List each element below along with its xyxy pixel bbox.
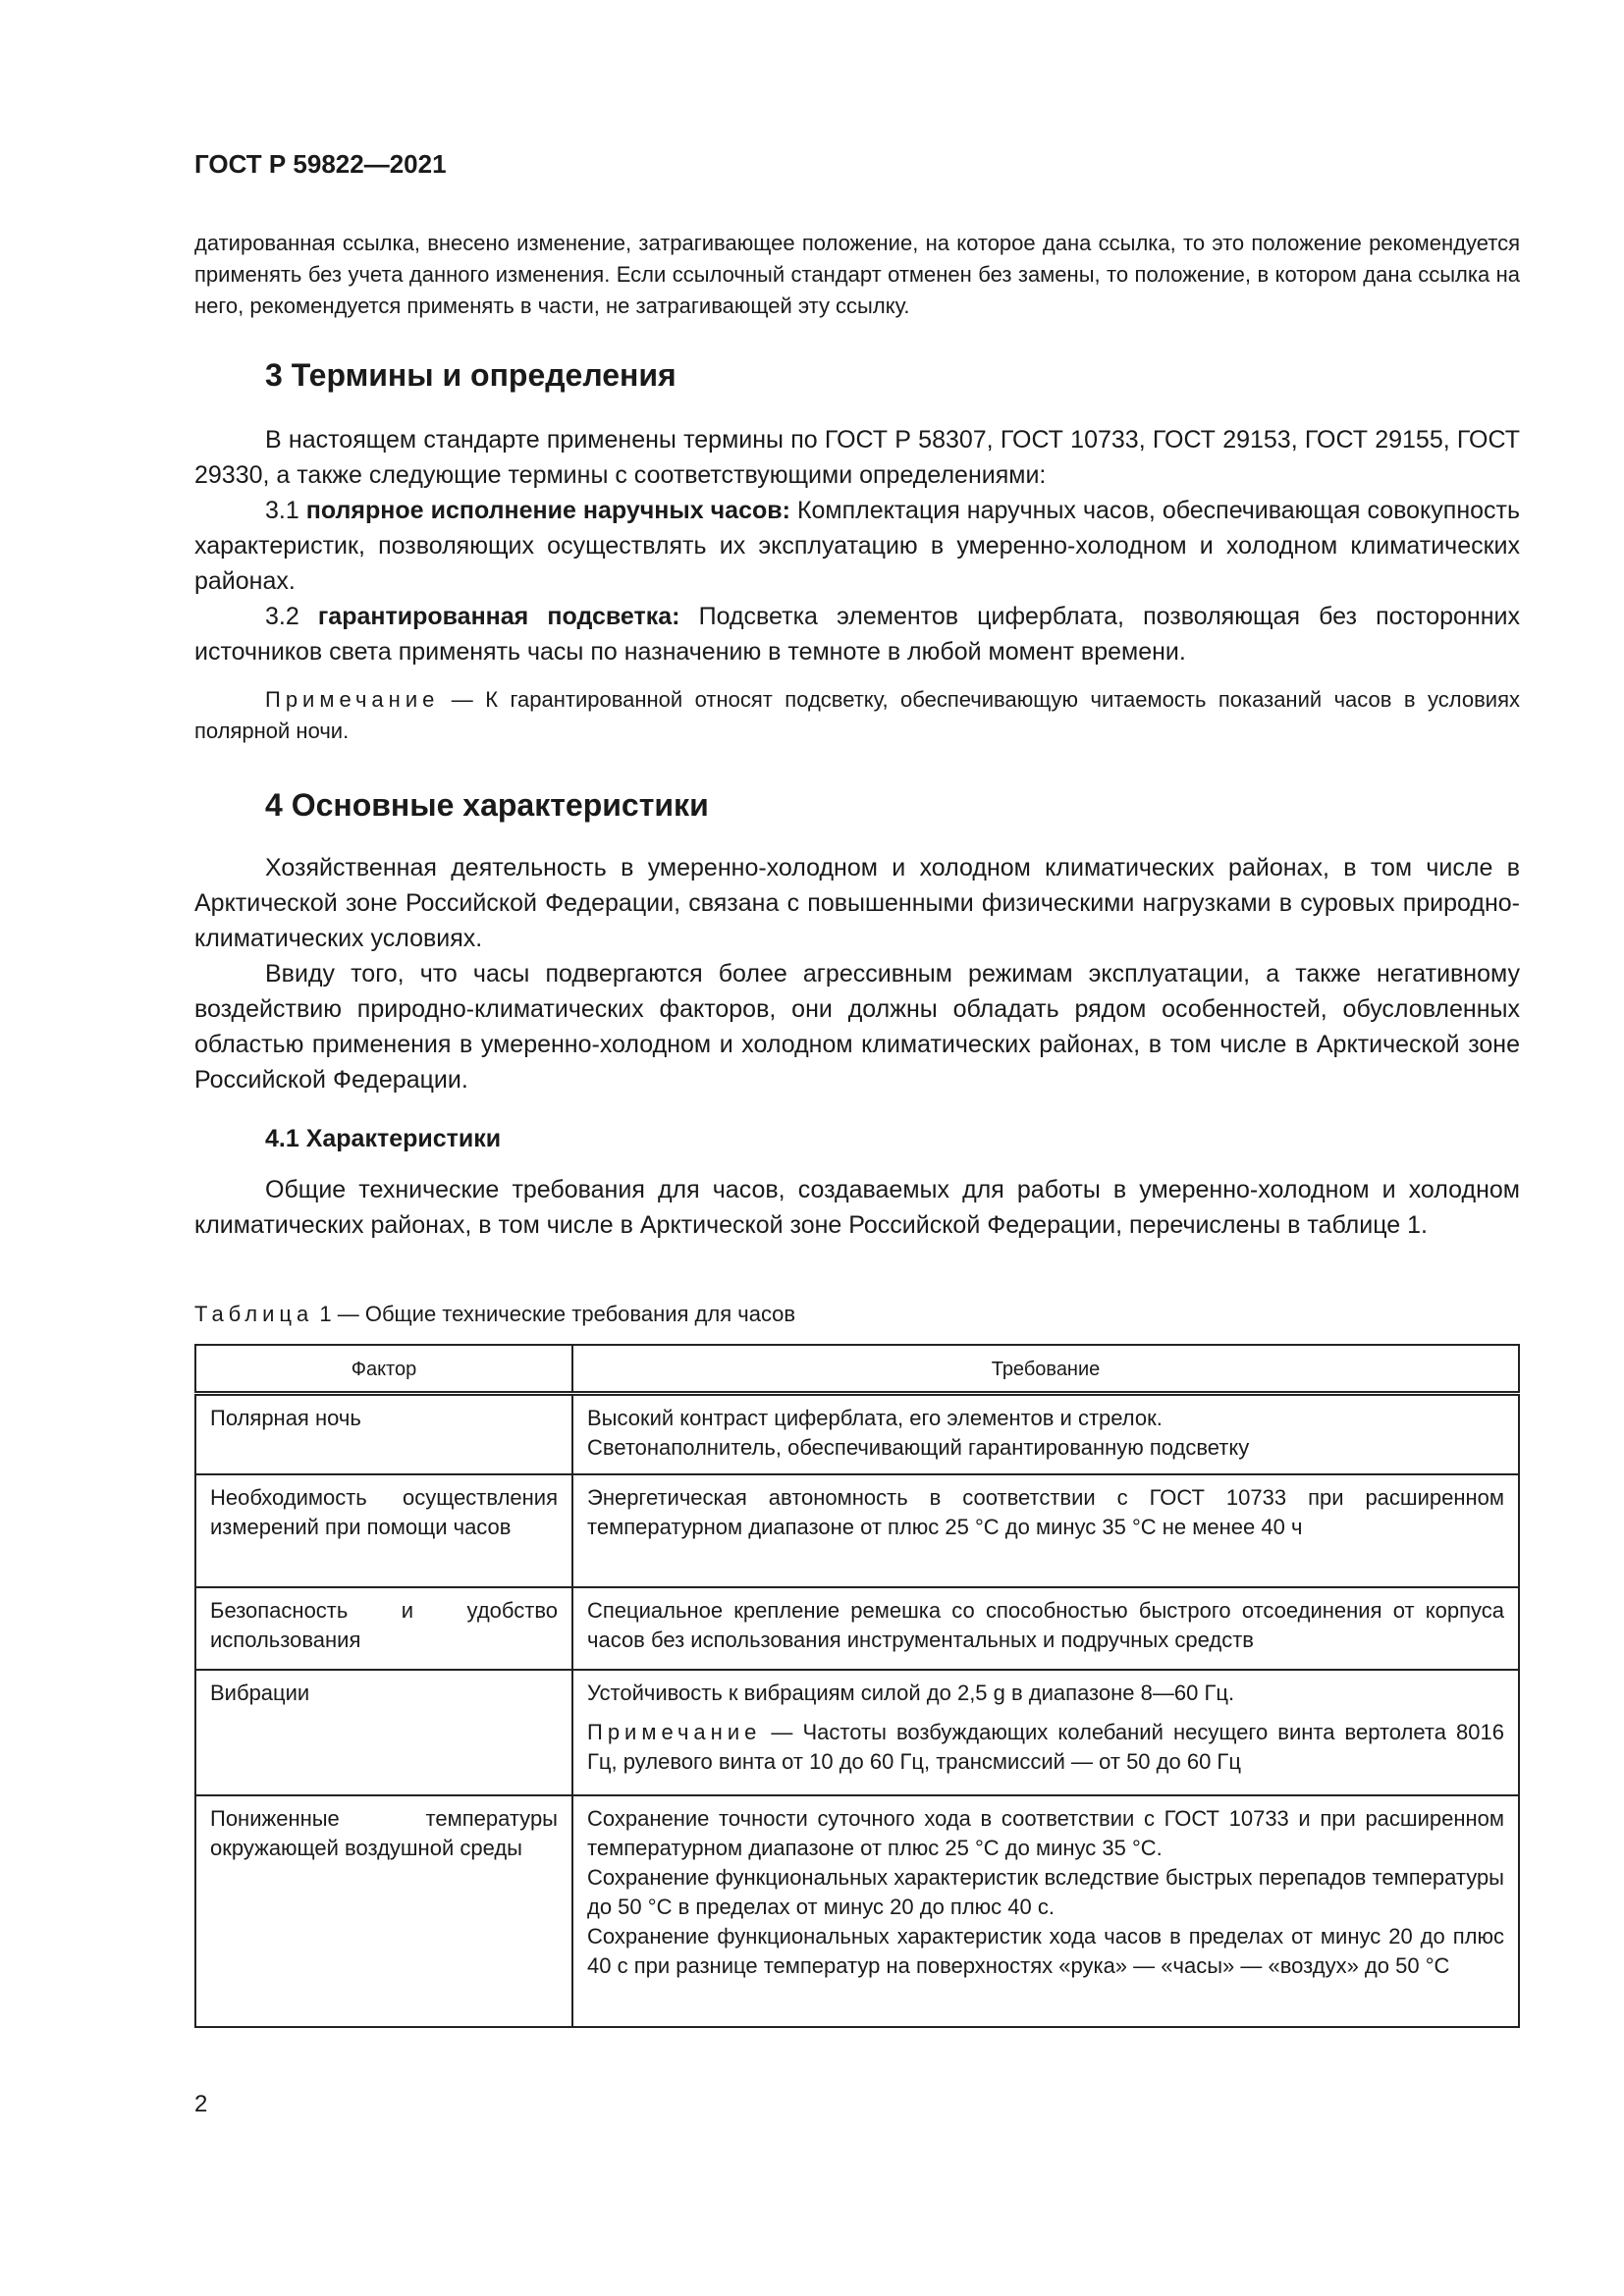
factor-cell: Безопасность и удобство использования — [195, 1587, 572, 1670]
note-label: Примечание — [265, 687, 440, 712]
term-number: 3.1 — [265, 497, 306, 524]
term-number: 3.2 — [265, 603, 318, 630]
table-note — [587, 1718, 1504, 1777]
requirement-cell — [572, 1670, 1519, 1795]
term-definition: Подсветка элементов циферблата, позволяющая без посторонних источников света применять часы по назначению в темноте в любой момент времени. — [194, 603, 1520, 666]
table-row — [195, 1795, 1519, 2027]
note-label: Примечание — [587, 1719, 762, 1744]
table-row — [195, 1670, 1519, 1795]
factor-cell: Необходимость осуществления измерений при помощи часов — [195, 1474, 572, 1587]
table-row — [195, 1587, 1519, 1670]
requirement-line: Сохранение функциональных характеристик хода часов в пределах от минус 20 до плюс 40 с при разнице температур на поверхностях «рука» — «часы» — «воздух» до 50 °С — [587, 1923, 1504, 1978]
document-header: ГОСТ Р 59822—2021 — [194, 149, 447, 179]
requirement-line: Специальное крепление ремешка со способностью быстрого отсоединения от корпуса часов без использования инструментальных и подручных средств — [587, 1597, 1504, 1652]
section-3-intro: В настоящем стандарте применены термины по ГОСТ Р 58307, ГОСТ 10733, ГОСТ 29153, ГОСТ 29155, ГОСТ 29330, а также следующие термины с соответствующими определениями: — [194, 426, 1520, 489]
requirements-table — [194, 1344, 1520, 2028]
term-name: гарантированная подсветка: — [317, 603, 680, 630]
requirement-line: Устойчивость к вибрациям силой до 2,5 g в диапазоне 8—60 Гц. — [587, 1680, 1235, 1705]
requirement-line: Энергетическая автономность в соответствии с ГОСТ 10733 при расширенном температурном диапазоне от плюс 25 °С до минус 35 °С не менее 40 ч — [587, 1484, 1504, 1539]
requirement-line: Сохранение функциональных характеристик вследствие быстрых перепадов температуры до 50 °С в пределах от минус 20 до плюс 40 с. — [587, 1864, 1504, 1919]
factor-cell: Пониженные температуры окружающей воздушной среды — [195, 1795, 572, 2027]
section-4-para-2: Ввиду того, что часы подвергаются более агрессивным режимам эксплуатации, а также негативному воздействию природно-климатических факторов, они должны обладать рядом особенностей, обусловленных областью применения в умеренно-холодном и холодном климатических районах, в том числе в Арктической зоне Российской Федерации. — [194, 960, 1520, 1094]
requirement-cell — [572, 1474, 1519, 1587]
requirement-line: Светонаполнитель, обеспечивающий гарантированную подсветку — [587, 1435, 1250, 1460]
section-4-title: 4 Основные характеристики — [265, 787, 709, 823]
term-definition: Комплектация наручных часов, обеспечивающая совокупность характеристик, позволяющих осуществлять их эксплуатацию в умеренно-холодном и холодном климатических районах. — [194, 497, 1521, 595]
note-text: — К гарантированной относят подсветку, обеспечивающую читаемость показаний часов в условиях полярной ночи. — [194, 687, 1520, 743]
caption-label: Таблица — [194, 1302, 314, 1326]
column-header-requirement: Требование — [572, 1345, 1519, 1394]
requirement-line: Высокий контраст циферблата, его элементов и стрелок. — [587, 1406, 1163, 1430]
subsection-4-1-title: 4.1 Характеристики — [265, 1125, 502, 1152]
table-header-row — [195, 1345, 1519, 1394]
page-number: 2 — [194, 2091, 208, 2117]
column-header-factor: Фактор — [195, 1345, 572, 1394]
section-4-para-1: Хозяйственная деятельность в умеренно-холодном и холодном климатических районах, в том числе в Арктической зоне Российской Федерации, связана с повышенными физическими нагрузками в суровых природно-климатических условиях. — [194, 854, 1520, 952]
factor-cell: Вибрации — [195, 1670, 572, 1795]
subsection-4-1-para: Общие технические требования для часов, создаваемых для работы в умеренно-холодном и холодном климатических районах, в том числе в Арктической зоне Российской Федерации, перечислены в таблице 1. — [194, 1176, 1520, 1239]
term-name: полярное исполнение наручных часов: — [305, 497, 790, 524]
section-3-title: 3 Термины и определения — [265, 357, 677, 393]
factor-cell: Полярная ночь — [195, 1394, 572, 1474]
note-3 — [194, 684, 1520, 747]
term-3-1 — [194, 493, 1520, 599]
table-caption — [194, 1302, 1520, 1327]
note-text: — Частоты возбуждающих колебаний несущего винта вертолета 8016 Гц, рулевого винта от 10 до 60 Гц, трансмиссий — от 50 до 60 Гц — [587, 1719, 1504, 1774]
requirement-line: Сохранение точности суточного хода в соответствии с ГОСТ 10733 и при расширенном температурном диапазоне от плюс 25 °С до минус 35 °С. — [587, 1805, 1504, 1860]
table-row — [195, 1394, 1519, 1474]
requirement-cell — [572, 1394, 1519, 1474]
term-3-2 — [194, 599, 1520, 669]
table-row — [195, 1474, 1519, 1587]
caption-text: 1 — Общие технические требования для часов — [313, 1302, 796, 1326]
requirement-cell — [572, 1587, 1519, 1670]
intro-paragraph: датированная ссылка, внесено изменение, затрагивающее положение, на которое дана ссылка, то это положение рекомендуется применять без учета данного изменения. Если ссылочный стандарт отменен без замены, то положение, в котором дана ссылка на него, рекомендуется применять в части, не затрагивающей эту ссылку. — [194, 231, 1520, 318]
requirement-cell — [572, 1795, 1519, 2027]
